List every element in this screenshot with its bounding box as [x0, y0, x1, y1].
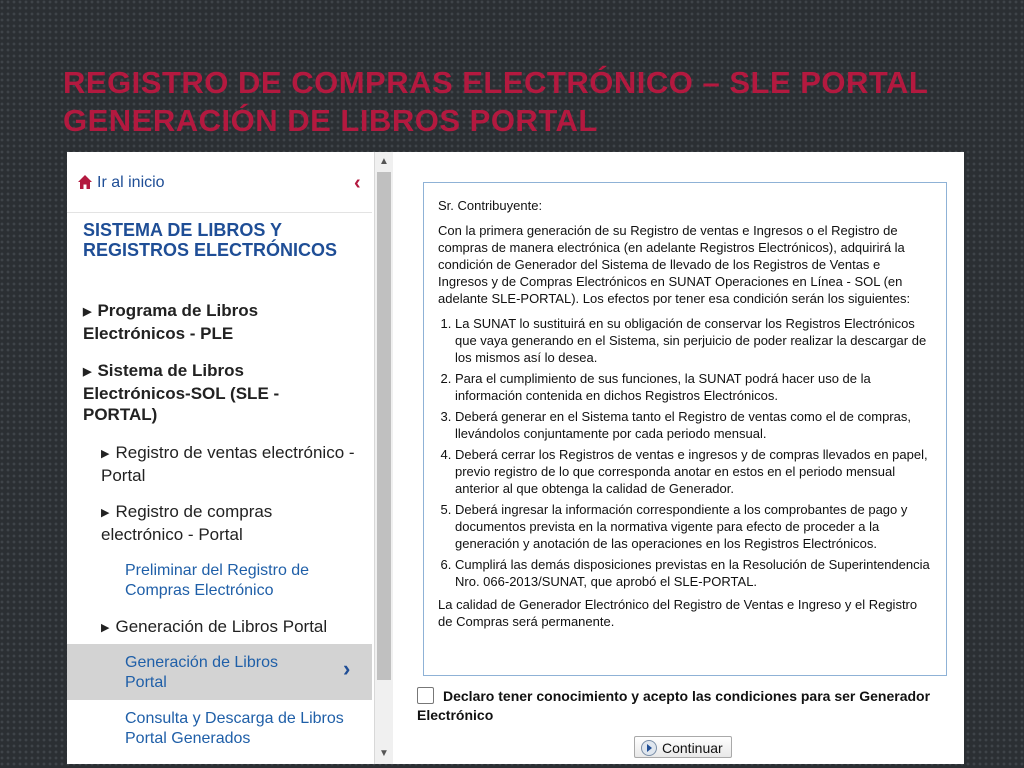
sidebar-link-generacion-libros: Generación de Libros Portal [125, 654, 278, 691]
slide-title-line-2: GENERACIÓN DE LIBROS PORTAL [63, 103, 598, 138]
slide-title-line-1: REGISTRO DE COMPRAS ELECTRÓNICO – SLE PORTAL [63, 65, 929, 100]
triangle-right-icon: ▶ [101, 622, 110, 634]
triangle-right-icon: ▶ [101, 448, 110, 460]
menu-item-label: Generación de Libros Portal [115, 617, 328, 636]
notice-point: 4. Deberá cerrar los Registros de ventas e ingresos y de compras llevados en papel, previo registro de lo que corresponda anotar en estos en el periodo mensual anterior al que obtenga la calidad de Generador. [455, 446, 932, 497]
scrollbar-thumb[interactable] [377, 172, 391, 680]
menu-item-generacion-libros[interactable] [101, 616, 363, 639]
notice-point: 6. Cumplirá las demás disposiciones previstas en la Resolución de Superintendencia Nro. 066-2013/SUNAT, que aprobó el SLE-PORTAL. [455, 556, 932, 590]
chevron-right-icon: › [343, 656, 351, 681]
triangle-right-icon: ▶ [101, 507, 110, 519]
notice-closing: La calidad de Generador Electrónico del Registro de Ventas e Ingreso y el Registro de Compras será permanente. [438, 597, 918, 629]
agreement-checkbox[interactable] [417, 687, 434, 704]
continue-button[interactable] [634, 736, 732, 758]
sidebar-item-generacion-libros-active[interactable] [67, 644, 372, 700]
notice-points-list [438, 315, 932, 590]
scroll-down-arrow-icon[interactable]: ▼ [379, 748, 389, 759]
triangle-right-icon: ▶ [83, 366, 92, 378]
menu-item-registro-compras[interactable] [101, 501, 341, 545]
home-link-label: Ir al inicio [97, 174, 165, 191]
notice-point: 2. Para el cumplimiento de sus funciones, la SUNAT podrá hacer uso de la información contenida en dichos Registros Electrónicos. [455, 370, 932, 404]
menu-item-label: Registro de compras electrónico - Portal [101, 502, 273, 544]
conditions-notice [423, 182, 947, 676]
slide-title [63, 64, 963, 140]
play-circle-icon [641, 740, 657, 756]
agreement-row [417, 687, 957, 725]
home-link[interactable] [67, 152, 372, 213]
continue-button-label: Continuar [662, 740, 723, 756]
main-content [393, 152, 964, 764]
notice-greeting: Sr. Contribuyente: [438, 198, 543, 213]
menu-item-ple[interactable] [83, 300, 343, 344]
agreement-label: Declaro tener conocimiento y acepto las condiciones para ser Generador Electrónico [417, 688, 931, 723]
home-icon [77, 174, 93, 190]
menu-item-registro-ventas[interactable] [101, 442, 363, 486]
sidebar-link-consulta-descarga[interactable]: Consulta y Descarga de Libros Portal Generados [125, 710, 344, 747]
notice-intro: Con la primera generación de su Registro de ventas e Ingresos o el Registro de compras de manera electrónica (en adelante Registros Electrónicos), adquirirá la condición de Generador del Sistema de llevado de los Registros de Ventas e Ingresos y de Compras Electrónicos en SUNAT Operaciones en Línea - SOL (en adelante SLE-PORTAL). Los efectos por tener esa condición serán los siguientes: [438, 223, 911, 306]
notice-point: 5. Deberá ingresar la información correspondiente a los comprobantes de pago y documentos prevista en la normativa vigente para efecto de proceder a la generación y anotación de las operaciones en los Registros Electrónicos. [455, 501, 932, 552]
app-screenshot [67, 152, 964, 764]
notice-point: 1. La SUNAT lo sustituirá en su obligación de conservar los Registros Electrónicos que vaya generando en el Sistema, sin perjuicio de poder realizar la descargar de los mismos así lo desea. [455, 315, 932, 366]
notice-point: 3. Deberá generar en el Sistema tanto el Registro de ventas como el de compras, llevándolos conjuntamente por cada periodo mensual. [455, 408, 932, 442]
sidebar [67, 152, 375, 764]
scroll-up-arrow-icon[interactable]: ▲ [379, 156, 389, 167]
system-title: SISTEMA DE LIBROS Y REGISTROS ELECTRÓNICOS [83, 220, 338, 260]
menu-item-label: Registro de ventas electrónico - Portal [101, 443, 355, 485]
menu-item-label: Sistema de Libros Electrónicos-SOL (SLE - PORTAL) [83, 361, 280, 424]
sidebar-link-preliminar[interactable]: Preliminar del Registro de Compras Electrónico [125, 562, 310, 599]
collapse-chevron-icon[interactable]: ‹ [354, 172, 361, 194]
menu-item-sle-portal[interactable] [83, 360, 323, 425]
sidebar-scrollbar[interactable] [374, 152, 393, 764]
menu-item-label: Programa de Libros Electrónicos - PLE [83, 301, 259, 343]
triangle-right-icon: ▶ [83, 306, 92, 318]
